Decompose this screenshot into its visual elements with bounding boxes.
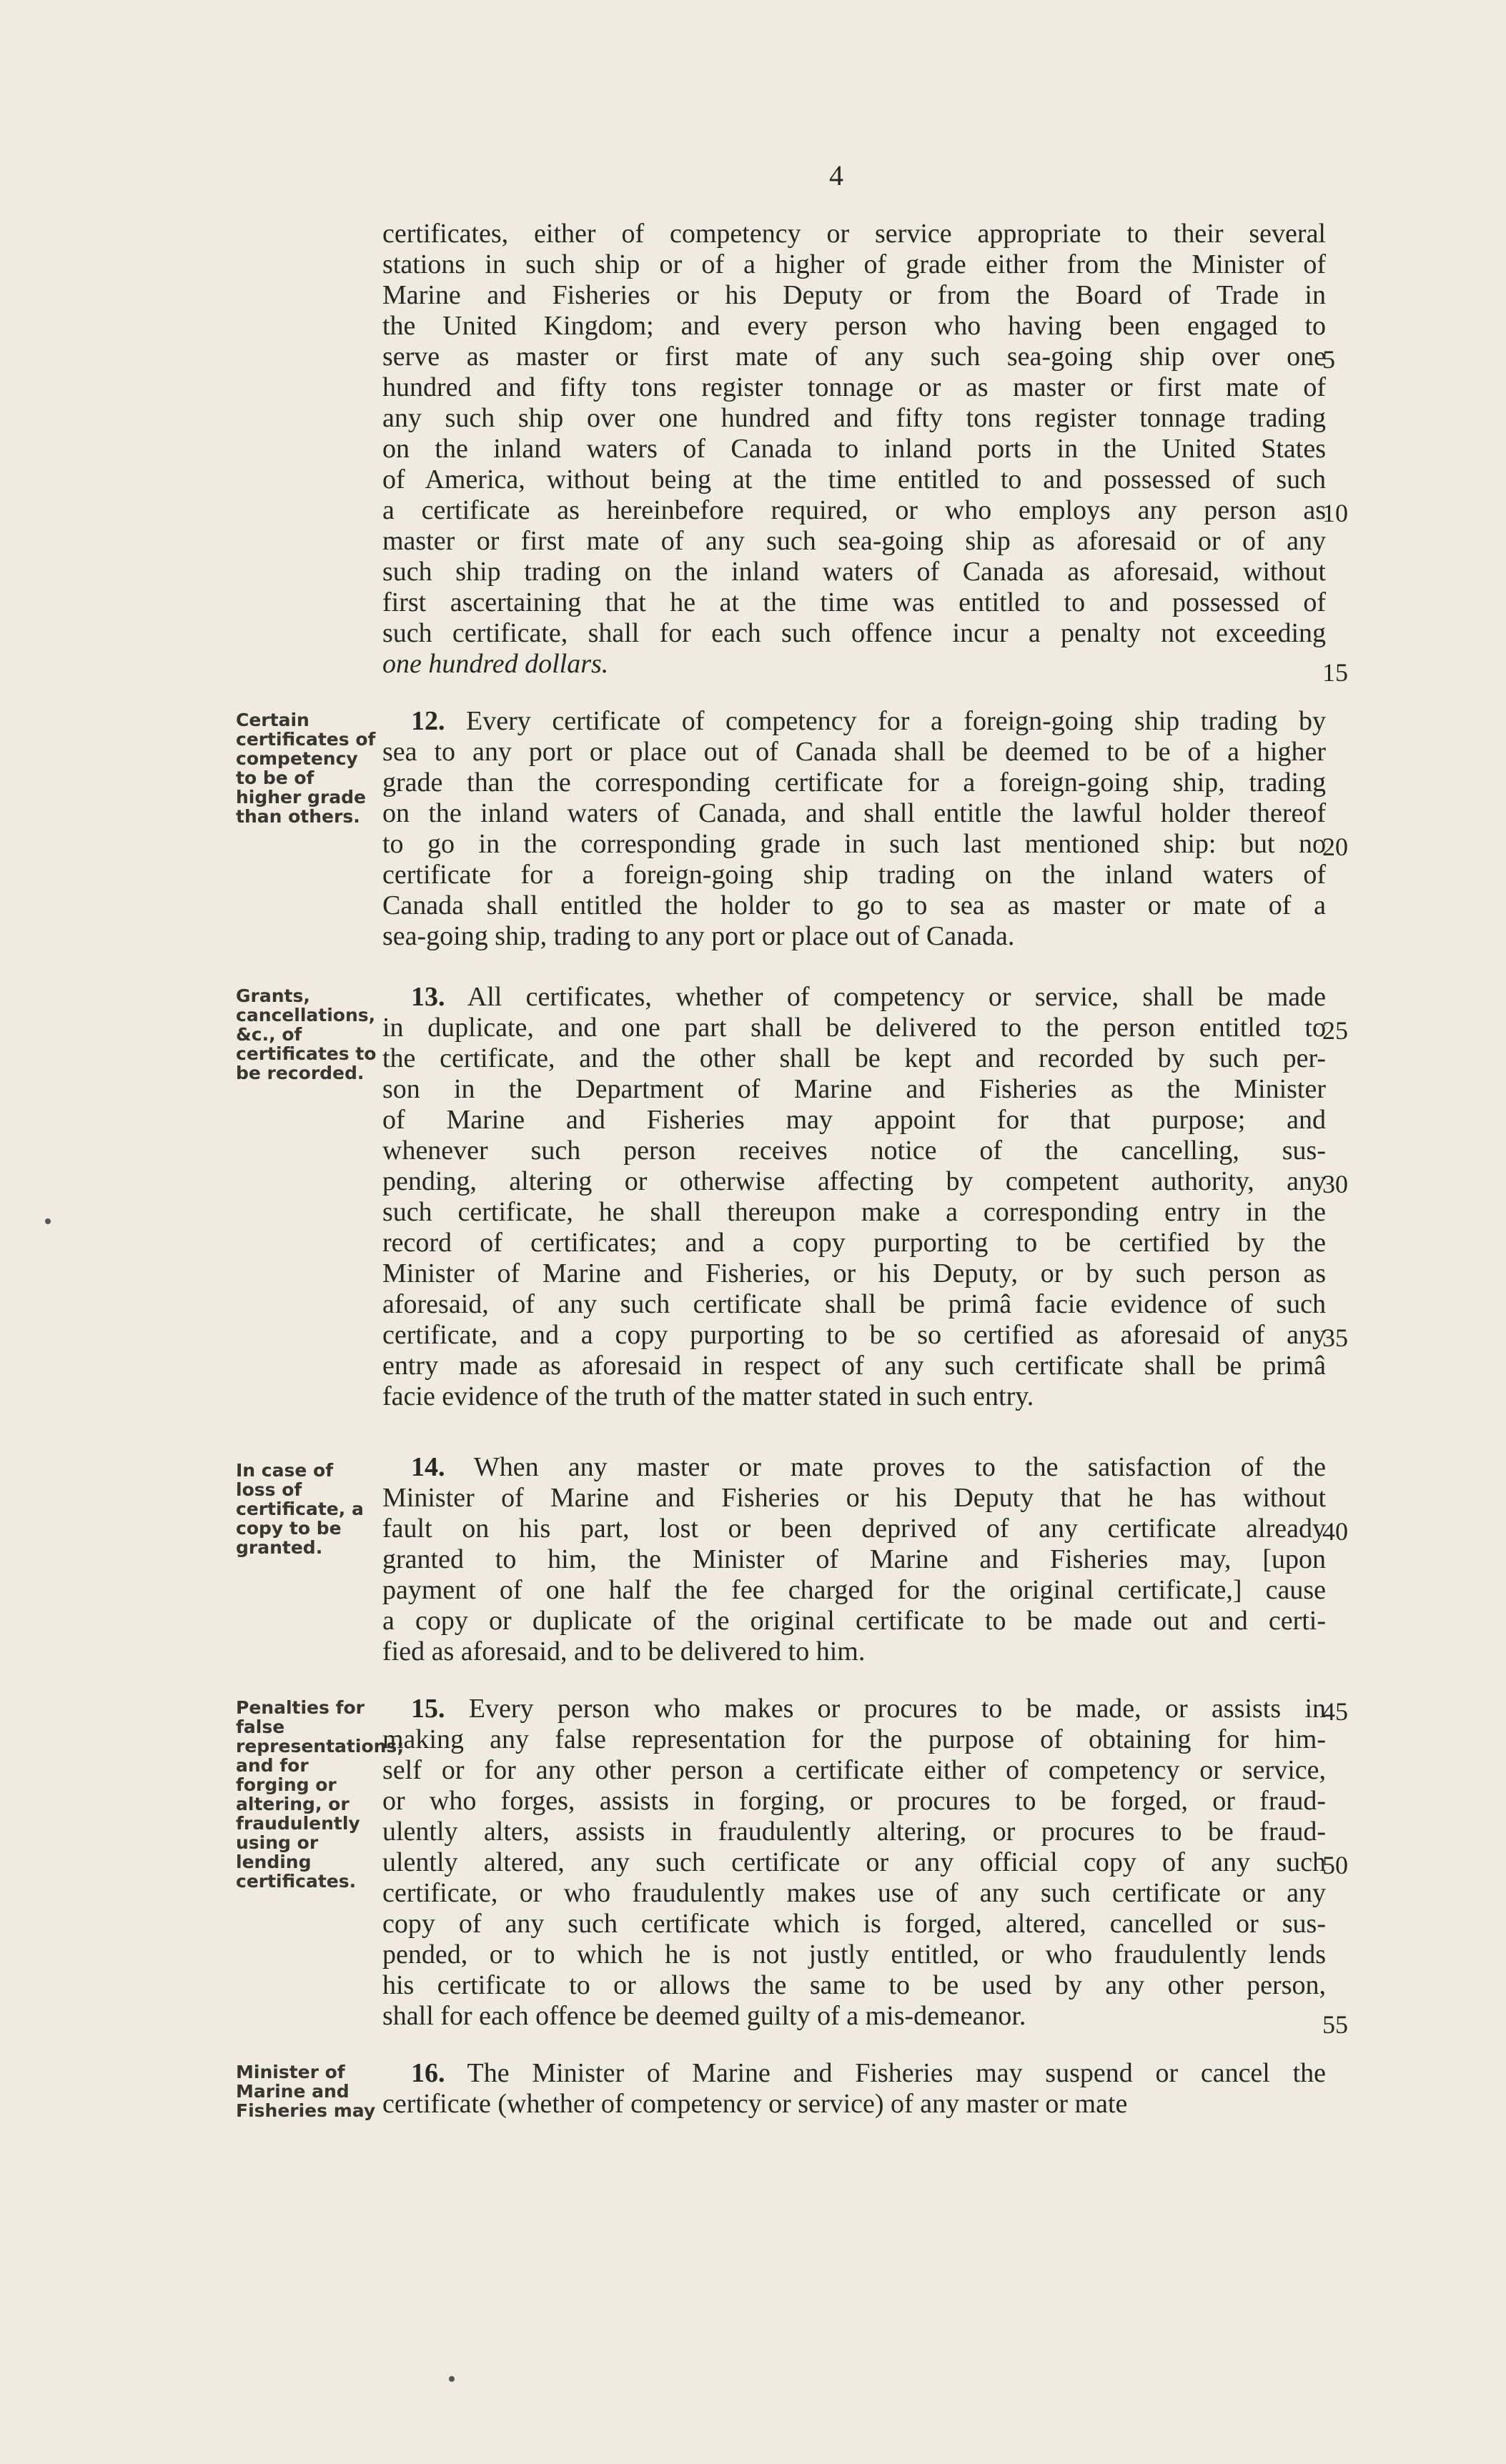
text-line: his certificate to or allows the same to be used by any other person, [382,1970,1326,2000]
section-number: 15. [411,1694,445,1724]
line-number: 45 [1322,1697,1348,1726]
text-line: serve as master or first mate of any such sea-going ship over one [382,342,1326,372]
text-line: the United Kingdom; and every person who having been engaged to [382,311,1326,341]
margin-note: Grants, cancellations, &c., of certificates to be recorded. [236,985,377,1083]
text-line: certificates, either of competency or service appropriate to their several [382,219,1326,249]
text-line: on the inland waters of Canada, and shall entitle the lawful holder thereof [382,798,1326,828]
margin-note: Penalties for false representations; and for forging or altering, or fraudulently using or lending certificates. [236,1697,405,1892]
text-line: such certificate, he shall thereupon make a corresponding entry in the [382,1197,1326,1227]
text-line: in duplicate, and one part shall be delivered to the person entitled to [382,1013,1326,1043]
line-number: 5 [1322,345,1335,374]
section-body [382,982,1326,1412]
line-number: 20 [1322,833,1348,861]
section-body [382,219,1326,680]
text-line: certificate, and a copy purporting to be so certified as aforesaid of any [382,1320,1326,1350]
text-line: payment of one half the fee charged for the original certificate,] cause [382,1575,1326,1605]
text-line: one hundred dollars. [382,649,609,679]
text-line: ulently alters, assists in fraudulently altering, or procures to be fraud- [382,1817,1326,1847]
text-line: self or for any other person a certificate either of competency or service, [382,1755,1326,1785]
text-line [382,1694,1326,1724]
margin-note: Certain certificates of competency to be of higher grade than others. [236,710,376,827]
text-line: of Marine and Fisheries may appoint for that purpose; and [382,1105,1326,1135]
text-line: any such ship over one hundred and fifty tons register tonnage trading [382,403,1326,433]
text-line: entry made as aforesaid in respect of any such certificate shall be primâ [382,1351,1326,1381]
text-line: pended, or to which he is not justly entitled, or who fraudulently lends [382,1939,1326,1969]
text-line: copy of any such certificate which is forged, altered, cancelled or sus- [382,1909,1326,1939]
text-line: certificate, or who fraudulently makes use of any such certificate or any [382,1878,1326,1908]
text-line: Minister of Marine and Fisheries or his Deputy that he has without [382,1483,1326,1513]
text-line: making any false representation for the purpose of obtaining for him- [382,1724,1326,1754]
section-body [382,706,1326,952]
text-line: Marine and Fisheries or his Deputy or from the Board of Trade in [382,280,1326,310]
text-line: a copy or duplicate of the original certificate to be made out and certi- [382,1606,1326,1636]
section-number: 14. [411,1452,445,1482]
text-line: such ship trading on the inland waters of Canada as aforesaid, without [382,557,1326,587]
line-text: Every certificate of competency for a foreign-going ship trading by [445,706,1326,736]
line-text: Every person who makes or procures to be made, or assists in [445,1694,1326,1724]
text-line: hundred and fifty tons register tonnage or as master or first mate of [382,372,1326,402]
text-line: to go in the corresponding grade in such last mentioned ship: but no [382,829,1326,859]
line-text: When any master or mate proves to the satisfaction of the [445,1452,1326,1482]
text-line: or who forges, assists in forging, or procures to be forged, or fraud- [382,1786,1326,1816]
text-line: certificate (whether of competency or service) of any master or mate [382,2089,1128,2119]
text-line: certificate for a foreign-going ship trading on the inland waters of [382,860,1326,890]
print-speck [45,1218,51,1224]
text-line [382,2058,1326,2089]
page-number: 4 [829,159,843,192]
section-number: 12. [411,706,445,736]
text-line: granted to him, the Minister of Marine and Fisheries may, [upon [382,1544,1326,1574]
section-body [382,2058,1326,2120]
text-line [382,1452,1326,1483]
text-line: facie evidence of the truth of the matter stated in such entry. [382,1381,1034,1411]
text-line: a certificate as hereinbefore required, or who employs any person as [382,495,1326,525]
line-text: All certificates, whether of competency or service, shall be made [445,982,1326,1012]
text-line: ulently altered, any such certificate or any official copy of any such [382,1847,1326,1877]
text-line: sea to any port or place out of Canada shall be deemed to be of a higher [382,737,1326,767]
line-number: 25 [1322,1016,1348,1045]
section-number: 16. [411,2058,445,2088]
text-line [382,706,1326,737]
section-number: 13. [411,982,445,1012]
margin-note: In case of loss of certificate, a copy to be granted. [236,1460,364,1558]
line-number: 55 [1322,2010,1348,2039]
print-speck [449,2376,455,2382]
text-line: fault on his part, lost or been deprived of any certificate already [382,1514,1326,1544]
section-body [382,1452,1326,1667]
text-line: son in the Department of Marine and Fisheries as the Minister [382,1074,1326,1104]
text-line: on the inland waters of Canada to inland ports in the United States [382,434,1326,464]
text-line: first ascertaining that he at the time was entitled to and possessed of [382,587,1326,617]
line-number: 30 [1322,1170,1348,1198]
text-line: Canada shall entitled the holder to go to sea as master or mate of a [382,890,1326,920]
text-line: grade than the corresponding certificate for a foreign-going ship, trading [382,767,1326,798]
line-number: 50 [1322,1851,1348,1879]
text-line: Minister of Marine and Fisheries, or his Deputy, or by such person as [382,1258,1326,1288]
line-number: 40 [1322,1517,1348,1546]
text-line: sea-going ship, trading to any port or place out of Canada. [382,921,1015,951]
text-line [382,982,1326,1013]
line-number: 35 [1322,1323,1348,1352]
text-line: record of certificates; and a copy purporting to be certified by the [382,1228,1326,1258]
line-text: The Minister of Marine and Fisheries may suspend or cancel the [445,2058,1326,2088]
section-body [382,1694,1326,2032]
text-line: aforesaid, of any such certificate shall be primâ facie evidence of such [382,1289,1326,1319]
line-number: 15 [1322,658,1348,687]
text-line: of America, without being at the time entitled to and possessed of such [382,465,1326,495]
line-number: 10 [1322,499,1348,527]
text-line: stations in such ship or of a higher of grade either from the Minister of [382,249,1326,279]
text-line: master or first mate of any such sea-going ship as aforesaid or of any [382,526,1326,556]
margin-note: Minister of Marine and Fisheries may [236,2062,376,2121]
text-line: whenever such person receives notice of the cancelling, sus- [382,1136,1326,1166]
text-line: fied as aforesaid, and to be delivered to him. [382,1636,866,1666]
text-line: the certificate, and the other shall be kept and recorded by such per- [382,1043,1326,1073]
text-line: pending, altering or otherwise affecting by competent authority, any [382,1166,1326,1196]
text-line: shall for each offence be deemed guilty of a mis-demeanor. [382,2001,1026,2031]
text-line: such certificate, shall for each such offence incur a penalty not exceeding [382,618,1326,648]
